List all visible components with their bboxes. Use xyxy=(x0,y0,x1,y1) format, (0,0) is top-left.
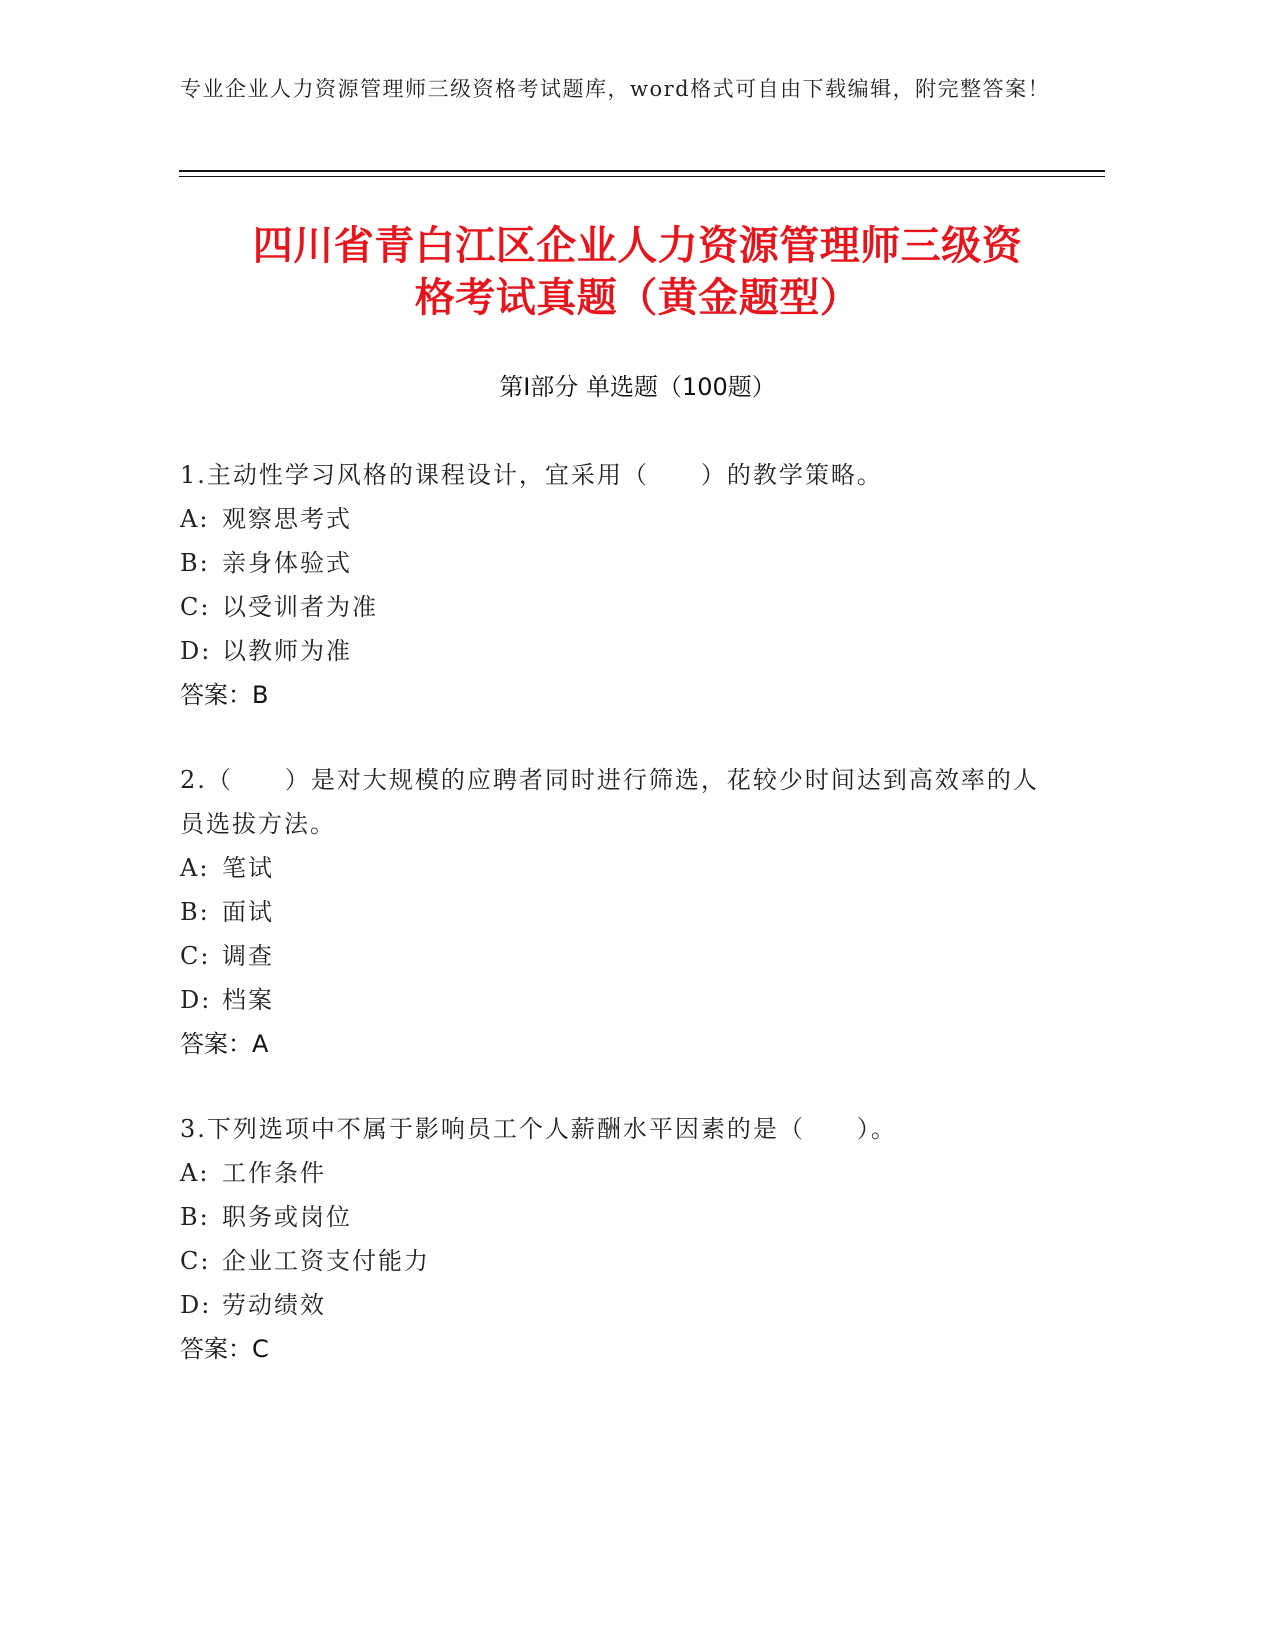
option-d xyxy=(180,629,1060,673)
option-text: 面试 xyxy=(222,898,274,926)
question-stem: 3.下列选项中不属于影响员工个人薪酬水平因素的是（ ）。 xyxy=(180,1115,897,1143)
option-text: 以受训者为准 xyxy=(222,593,378,621)
answer-line: 答案：C xyxy=(180,1335,269,1363)
option-key: C: xyxy=(180,942,211,970)
option-key: D: xyxy=(180,986,212,1014)
option-text: 观察思考式 xyxy=(222,505,352,533)
option-text: 以教师为准 xyxy=(222,637,352,665)
option-c xyxy=(180,585,1060,629)
question-stem: 1.主动性学习风格的课程设计，宜采用（ ）的教学策略。 xyxy=(180,461,883,489)
option-a xyxy=(180,1151,1060,1195)
option-key: B: xyxy=(180,549,210,577)
option-key: C: xyxy=(180,593,211,621)
option-key: C: xyxy=(180,1247,211,1275)
option-text: 笔试 xyxy=(222,854,274,882)
option-b xyxy=(180,1195,1060,1239)
option-text: 调查 xyxy=(222,942,274,970)
header-rule-thin xyxy=(179,176,1105,177)
option-c xyxy=(180,1239,1060,1283)
option-d xyxy=(180,978,1060,1022)
option-key: A: xyxy=(180,854,210,882)
option-text: 亲身体验式 xyxy=(222,549,352,577)
header-note: 专业企业人力资源管理师三级资格考试题库，word格式可自由下载编辑，附完整答案！ xyxy=(180,77,1051,101)
option-key: A: xyxy=(180,1159,210,1187)
option-text: 工作条件 xyxy=(222,1159,326,1187)
document-title-line-1: 四川省青白江区企业人力资源管理师三级资 xyxy=(252,223,1023,269)
section-title: 第I部分 单选题（100题） xyxy=(499,373,776,401)
option-a xyxy=(180,846,1060,890)
option-key: B: xyxy=(180,1203,210,1231)
question-1 xyxy=(180,453,1060,717)
option-key: A: xyxy=(180,505,210,533)
answer-line: 答案：A xyxy=(180,1030,269,1058)
option-a xyxy=(180,497,1060,541)
document-title-line-2: 格考试真题（黄金题型） xyxy=(414,275,861,321)
option-text: 劳动绩效 xyxy=(222,1291,326,1319)
question-3 xyxy=(180,1107,1060,1371)
option-text: 档案 xyxy=(222,986,274,1014)
question-2 xyxy=(180,758,1060,1066)
option-key: D: xyxy=(180,637,212,665)
header-rule-thick xyxy=(179,170,1105,172)
document-title xyxy=(140,220,1135,324)
option-b xyxy=(180,541,1060,585)
question-stem: 2.（ ）是对大规模的应聘者同时进行筛选，花较少时间达到高效率的人员选拔方法。 xyxy=(180,766,1039,838)
answer-line: 答案：B xyxy=(180,681,269,709)
option-d xyxy=(180,1283,1060,1327)
option-c xyxy=(180,934,1060,978)
option-key: B: xyxy=(180,898,210,926)
option-text: 企业工资支付能力 xyxy=(222,1247,430,1275)
option-key: D: xyxy=(180,1291,212,1319)
option-b xyxy=(180,890,1060,934)
option-text: 职务或岗位 xyxy=(222,1203,352,1231)
